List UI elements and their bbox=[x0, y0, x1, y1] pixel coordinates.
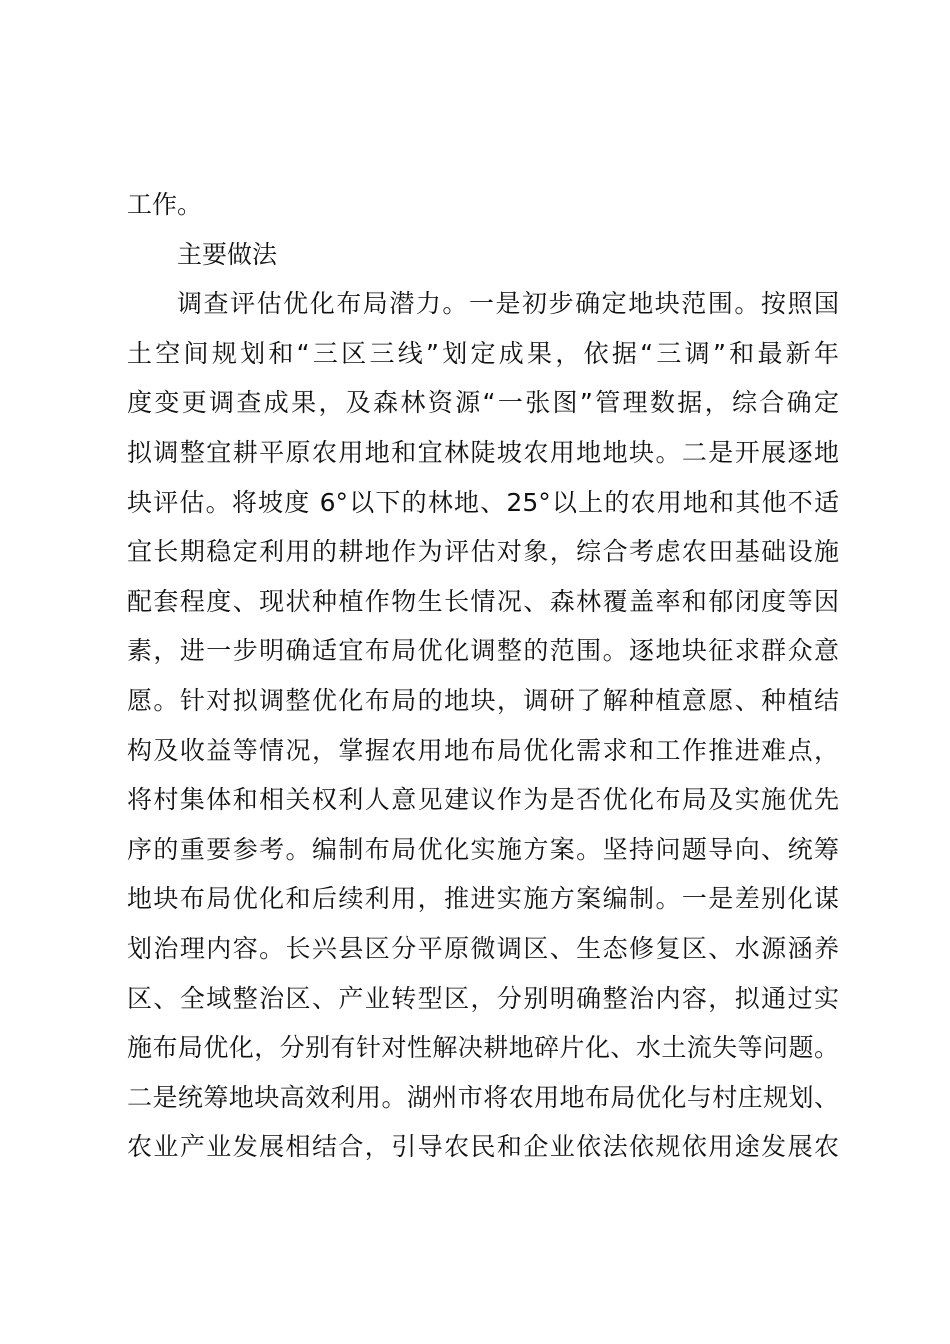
body-text bbox=[127, 180, 839, 1172]
text-line: 工作。 bbox=[127, 190, 203, 219]
text-line: 块评估。将坡度 6°以下的林地、25°以上的农用地和其他不适 bbox=[127, 487, 839, 517]
text-line: 区、全域整治区、产业转型区，分别明确整治内容，拟通过实 bbox=[127, 983, 839, 1013]
text-line: 二是统筹地块高效利用。湖州市将农用地布局优化与村庄规划、 bbox=[127, 1082, 839, 1112]
text-line: 调查评估优化布局潜力。一是初步确定地块范围。按照国 bbox=[177, 289, 839, 319]
text-line: 地块布局优化和后续利用，推进实施方案编制。一是差别化谋 bbox=[127, 884, 839, 914]
text-line: 构及收益等情况，掌握农用地布局优化需求和工作推进难点， bbox=[127, 735, 839, 765]
text-line: 农业产业发展相结合，引导农民和企业依法依规依用途发展农 bbox=[127, 1132, 839, 1162]
text-line: 宜长期稳定利用的耕地作为评估对象，综合考虑农田基础设施 bbox=[127, 537, 839, 567]
text-line: 愿。针对拟调整优化布局的地块，调研了解种植意愿、种植结 bbox=[127, 685, 839, 715]
text-line: 度变更调查成果，及森林资源“一张图”管理数据，综合确定 bbox=[127, 388, 839, 418]
text-line: 将村集体和相关权利人意见建议作为是否优化布局及实施优先 bbox=[127, 785, 839, 815]
text-line: 配套程度、现状种植作物生长情况、森林覆盖率和郁闭度等因 bbox=[127, 586, 839, 616]
text-line: 土空间规划和“三区三线”划定成果，依据“三调”和最新年 bbox=[127, 338, 839, 368]
section-heading: 主要做法 bbox=[177, 239, 278, 269]
text-line: 施布局优化，分别有针对性解决耕地碎片化、水土流失等问题。 bbox=[127, 1033, 839, 1063]
text-line: 拟调整宜耕平原农用地和宜林陡坡农用地地块。二是开展逐地 bbox=[127, 437, 839, 467]
text-line: 划治理内容。长兴县区分平原微调区、生态修复区、水源涵养 bbox=[127, 933, 839, 963]
text-line: 素，进一步明确适宜布局优化调整的范围。逐地块征求群众意 bbox=[127, 636, 839, 666]
text-line: 序的重要参考。编制布局优化实施方案。坚持问题导向、统筹 bbox=[127, 834, 839, 864]
